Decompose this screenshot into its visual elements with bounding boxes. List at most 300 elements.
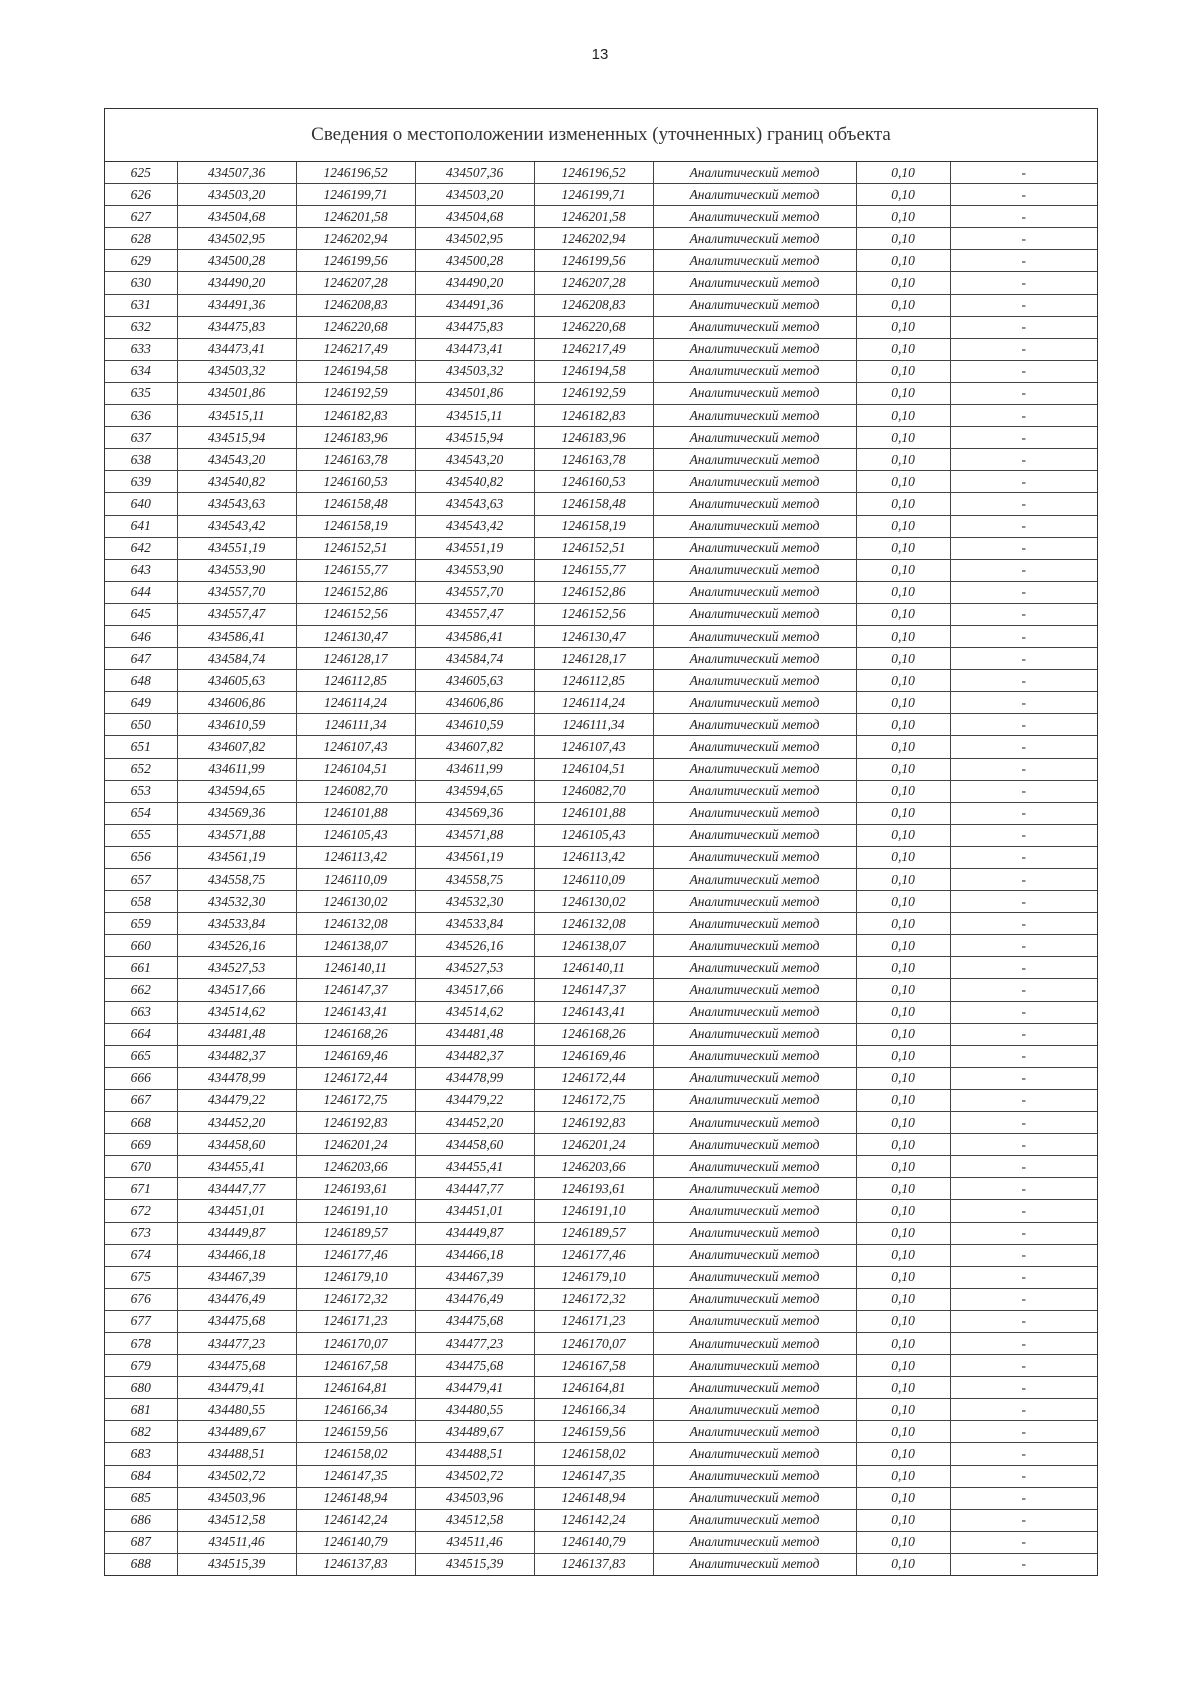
cell-point-number: 677 — [105, 1310, 177, 1332]
cell-y-new: 1246172,32 — [534, 1288, 653, 1310]
table-row — [105, 1465, 1097, 1487]
cell-y-old: 1246189,57 — [296, 1222, 415, 1244]
cell-x-old: 434543,20 — [177, 449, 296, 471]
cell-accuracy: 0,10 — [856, 1112, 950, 1134]
cell-point-number: 628 — [105, 228, 177, 250]
table-row — [105, 515, 1097, 537]
cell-note: - — [950, 625, 1097, 647]
table-row — [105, 714, 1097, 736]
cell-x-old: 434447,77 — [177, 1178, 296, 1200]
cell-y-old: 1246192,83 — [296, 1112, 415, 1134]
cell-x-old: 434512,58 — [177, 1509, 296, 1531]
table-row — [105, 1531, 1097, 1553]
cell-point-number: 655 — [105, 824, 177, 846]
cell-x-new: 434557,70 — [415, 581, 534, 603]
cell-y-old: 1246166,34 — [296, 1399, 415, 1421]
cell-y-old: 1246170,07 — [296, 1332, 415, 1354]
cell-method: Аналитический метод — [653, 1089, 856, 1111]
cell-accuracy: 0,10 — [856, 736, 950, 758]
cell-accuracy: 0,10 — [856, 1443, 950, 1465]
cell-y-old: 1246196,52 — [296, 162, 415, 184]
cell-method: Аналитический метод — [653, 913, 856, 935]
cell-y-old: 1246130,02 — [296, 891, 415, 913]
table-row — [105, 1222, 1097, 1244]
cell-x-old: 434490,20 — [177, 272, 296, 294]
cell-point-number: 686 — [105, 1509, 177, 1531]
cell-x-new: 434543,63 — [415, 493, 534, 515]
cell-accuracy: 0,10 — [856, 603, 950, 625]
cell-y-old: 1246163,78 — [296, 449, 415, 471]
cell-y-new: 1246101,88 — [534, 802, 653, 824]
cell-y-old: 1246201,58 — [296, 206, 415, 228]
cell-x-old: 434551,19 — [177, 537, 296, 559]
cell-point-number: 626 — [105, 184, 177, 206]
cell-note: - — [950, 1023, 1097, 1045]
cell-x-old: 434482,37 — [177, 1045, 296, 1067]
cell-point-number: 629 — [105, 250, 177, 272]
cell-point-number: 631 — [105, 294, 177, 316]
cell-y-old: 1246128,17 — [296, 648, 415, 670]
table-title: Сведения о местоположении измененных (уточненных) границ объекта — [105, 109, 1097, 162]
cell-note: - — [950, 206, 1097, 228]
table-row — [105, 272, 1097, 294]
cell-y-new: 1246183,96 — [534, 427, 653, 449]
table-row — [105, 802, 1097, 824]
cell-x-new: 434503,20 — [415, 184, 534, 206]
cell-note: - — [950, 1443, 1097, 1465]
cell-accuracy: 0,10 — [856, 824, 950, 846]
cell-method: Аналитический метод — [653, 184, 856, 206]
cell-x-new: 434452,20 — [415, 1112, 534, 1134]
cell-point-number: 646 — [105, 625, 177, 647]
cell-x-new: 434473,41 — [415, 338, 534, 360]
cell-point-number: 648 — [105, 670, 177, 692]
cell-accuracy: 0,10 — [856, 162, 950, 184]
cell-accuracy: 0,10 — [856, 427, 950, 449]
cell-x-old: 434607,82 — [177, 736, 296, 758]
cell-x-old: 434452,20 — [177, 1112, 296, 1134]
cell-x-old: 434586,41 — [177, 625, 296, 647]
cell-note: - — [950, 935, 1097, 957]
table-row — [105, 294, 1097, 316]
cell-x-old: 434532,30 — [177, 891, 296, 913]
table-row — [105, 1112, 1097, 1134]
cell-x-new: 434571,88 — [415, 824, 534, 846]
cell-method: Аналитический метод — [653, 1509, 856, 1531]
cell-x-old: 434543,63 — [177, 493, 296, 515]
cell-x-old: 434611,99 — [177, 758, 296, 780]
cell-method: Аналитический метод — [653, 228, 856, 250]
cell-x-new: 434611,99 — [415, 758, 534, 780]
cell-note: - — [950, 957, 1097, 979]
cell-note: - — [950, 427, 1097, 449]
cell-x-old: 434503,32 — [177, 360, 296, 382]
cell-y-old: 1246172,75 — [296, 1089, 415, 1111]
cell-note: - — [950, 1134, 1097, 1156]
cell-x-old: 434605,63 — [177, 670, 296, 692]
table-row — [105, 1509, 1097, 1531]
cell-accuracy: 0,10 — [856, 758, 950, 780]
cell-x-old: 434584,74 — [177, 648, 296, 670]
cell-y-new: 1246111,34 — [534, 714, 653, 736]
cell-x-new: 434532,30 — [415, 891, 534, 913]
cell-x-new: 434489,67 — [415, 1421, 534, 1443]
cell-note: - — [950, 250, 1097, 272]
table-row — [105, 1310, 1097, 1332]
cell-method: Аналитический метод — [653, 979, 856, 1001]
cell-x-new: 434527,53 — [415, 957, 534, 979]
cell-note: - — [950, 1001, 1097, 1023]
table-row — [105, 648, 1097, 670]
cell-point-number: 644 — [105, 581, 177, 603]
cell-accuracy: 0,10 — [856, 692, 950, 714]
cell-note: - — [950, 162, 1097, 184]
cell-method: Аналитический метод — [653, 449, 856, 471]
cell-x-old: 434571,88 — [177, 824, 296, 846]
cell-y-old: 1246171,23 — [296, 1310, 415, 1332]
cell-method: Аналитический метод — [653, 1001, 856, 1023]
cell-note: - — [950, 449, 1097, 471]
cell-note: - — [950, 316, 1097, 338]
cell-note: - — [950, 1421, 1097, 1443]
table-row — [105, 184, 1097, 206]
cell-method: Аналитический метод — [653, 758, 856, 780]
cell-accuracy: 0,10 — [856, 1023, 950, 1045]
cell-x-new: 434449,87 — [415, 1222, 534, 1244]
cell-point-number: 653 — [105, 780, 177, 802]
cell-accuracy: 0,10 — [856, 1200, 950, 1222]
cell-accuracy: 0,10 — [856, 802, 950, 824]
table-row — [105, 625, 1097, 647]
cell-x-new: 434451,01 — [415, 1200, 534, 1222]
cell-method: Аналитический метод — [653, 846, 856, 868]
table-row — [105, 316, 1097, 338]
cell-x-new: 434511,46 — [415, 1531, 534, 1553]
cell-y-new: 1246207,28 — [534, 272, 653, 294]
cell-x-old: 434455,41 — [177, 1156, 296, 1178]
cell-y-new: 1246114,24 — [534, 692, 653, 714]
table-row — [105, 603, 1097, 625]
table-row — [105, 1156, 1097, 1178]
cell-x-old: 434511,46 — [177, 1531, 296, 1553]
cell-method: Аналитический метод — [653, 780, 856, 802]
table-row — [105, 1553, 1097, 1575]
cell-accuracy: 0,10 — [856, 1531, 950, 1553]
cell-note: - — [950, 537, 1097, 559]
cell-x-new: 434458,60 — [415, 1134, 534, 1156]
cell-y-new: 1246217,49 — [534, 338, 653, 360]
cell-x-new: 434500,28 — [415, 250, 534, 272]
cell-y-new: 1246196,52 — [534, 162, 653, 184]
cell-point-number: 651 — [105, 736, 177, 758]
cell-note: - — [950, 228, 1097, 250]
cell-y-old: 1246112,85 — [296, 670, 415, 692]
cell-accuracy: 0,10 — [856, 1222, 950, 1244]
cell-method: Аналитический метод — [653, 427, 856, 449]
table-row — [105, 1244, 1097, 1266]
table-row — [105, 957, 1097, 979]
cell-y-old: 1246159,56 — [296, 1421, 415, 1443]
cell-note: - — [950, 692, 1097, 714]
cell-y-new: 1246168,26 — [534, 1023, 653, 1045]
cell-note: - — [950, 869, 1097, 891]
cell-x-new: 434540,82 — [415, 471, 534, 493]
cell-y-old: 1246220,68 — [296, 316, 415, 338]
cell-x-new: 434503,96 — [415, 1487, 534, 1509]
cell-x-new: 434606,86 — [415, 692, 534, 714]
cell-y-new: 1246199,71 — [534, 184, 653, 206]
cell-accuracy: 0,10 — [856, 471, 950, 493]
cell-method: Аналитический метод — [653, 1222, 856, 1244]
cell-method: Аналитический метод — [653, 1355, 856, 1377]
cell-accuracy: 0,10 — [856, 1067, 950, 1089]
table-row — [105, 382, 1097, 404]
cell-point-number: 663 — [105, 1001, 177, 1023]
cell-x-old: 434553,90 — [177, 559, 296, 581]
cell-point-number: 634 — [105, 360, 177, 382]
cell-x-old: 434475,68 — [177, 1310, 296, 1332]
cell-y-new: 1246110,09 — [534, 869, 653, 891]
cell-x-old: 434514,62 — [177, 1001, 296, 1023]
cell-method: Аналитический метод — [653, 603, 856, 625]
cell-note: - — [950, 714, 1097, 736]
cell-point-number: 671 — [105, 1178, 177, 1200]
cell-x-old: 434467,39 — [177, 1266, 296, 1288]
cell-note: - — [950, 1089, 1097, 1111]
cell-note: - — [950, 1112, 1097, 1134]
cell-y-new: 1246194,58 — [534, 360, 653, 382]
table-row — [105, 581, 1097, 603]
cell-point-number: 676 — [105, 1288, 177, 1310]
table-row — [105, 869, 1097, 891]
cell-method: Аналитический метод — [653, 537, 856, 559]
cell-accuracy: 0,10 — [856, 913, 950, 935]
cell-x-new: 434475,83 — [415, 316, 534, 338]
cell-y-new: 1246140,79 — [534, 1531, 653, 1553]
cell-x-new: 434586,41 — [415, 625, 534, 647]
cell-y-old: 1246138,07 — [296, 935, 415, 957]
cell-y-new: 1246182,83 — [534, 405, 653, 427]
cell-method: Аналитический метод — [653, 648, 856, 670]
cell-x-new: 434594,65 — [415, 780, 534, 802]
cell-x-new: 434515,94 — [415, 427, 534, 449]
cell-x-old: 434610,59 — [177, 714, 296, 736]
table-row — [105, 1443, 1097, 1465]
cell-y-old: 1246199,71 — [296, 184, 415, 206]
cell-point-number: 682 — [105, 1421, 177, 1443]
table-row — [105, 736, 1097, 758]
cell-method: Аналитический метод — [653, 802, 856, 824]
cell-point-number: 684 — [105, 1465, 177, 1487]
cell-x-new: 434584,74 — [415, 648, 534, 670]
cell-y-old: 1246110,09 — [296, 869, 415, 891]
cell-accuracy: 0,10 — [856, 515, 950, 537]
cell-y-old: 1246191,10 — [296, 1200, 415, 1222]
cell-x-new: 434512,58 — [415, 1509, 534, 1531]
cell-x-old: 434451,01 — [177, 1200, 296, 1222]
cell-x-new: 434479,22 — [415, 1089, 534, 1111]
cell-accuracy: 0,10 — [856, 1089, 950, 1111]
cell-x-new: 434482,37 — [415, 1045, 534, 1067]
cell-x-old: 434479,22 — [177, 1089, 296, 1111]
cell-x-new: 434479,41 — [415, 1377, 534, 1399]
cell-y-new: 1246132,08 — [534, 913, 653, 935]
cell-method: Аналитический метод — [653, 1178, 856, 1200]
cell-point-number: 640 — [105, 493, 177, 515]
cell-point-number: 664 — [105, 1023, 177, 1045]
cell-x-old: 434558,75 — [177, 869, 296, 891]
cell-point-number: 666 — [105, 1067, 177, 1089]
cell-point-number: 635 — [105, 382, 177, 404]
cell-y-old: 1246158,48 — [296, 493, 415, 515]
cell-accuracy: 0,10 — [856, 625, 950, 647]
cell-accuracy: 0,10 — [856, 206, 950, 228]
cell-y-new: 1246113,42 — [534, 846, 653, 868]
cell-point-number: 637 — [105, 427, 177, 449]
cell-method: Аналитический метод — [653, 1023, 856, 1045]
cell-note: - — [950, 1509, 1097, 1531]
cell-x-old: 434480,55 — [177, 1399, 296, 1421]
cell-note: - — [950, 1067, 1097, 1089]
cell-note: - — [950, 1178, 1097, 1200]
cell-y-old: 1246172,44 — [296, 1067, 415, 1089]
cell-point-number: 680 — [105, 1377, 177, 1399]
cell-x-old: 434491,36 — [177, 294, 296, 316]
cell-y-new: 1246158,19 — [534, 515, 653, 537]
cell-point-number: 672 — [105, 1200, 177, 1222]
table-row — [105, 471, 1097, 493]
cell-y-new: 1246158,48 — [534, 493, 653, 515]
cell-y-old: 1246164,81 — [296, 1377, 415, 1399]
cell-point-number: 656 — [105, 846, 177, 868]
cell-x-new: 434447,77 — [415, 1178, 534, 1200]
cell-y-new: 1246147,37 — [534, 979, 653, 1001]
table-row — [105, 1200, 1097, 1222]
cell-point-number: 641 — [105, 515, 177, 537]
cell-accuracy: 0,10 — [856, 935, 950, 957]
cell-y-new: 1246203,66 — [534, 1156, 653, 1178]
table-row — [105, 1134, 1097, 1156]
table-row — [105, 824, 1097, 846]
table-row — [105, 1089, 1097, 1111]
cell-y-new: 1246192,83 — [534, 1112, 653, 1134]
cell-x-new: 434480,55 — [415, 1399, 534, 1421]
cell-point-number: 645 — [105, 603, 177, 625]
cell-x-new: 434551,19 — [415, 537, 534, 559]
cell-method: Аналитический метод — [653, 162, 856, 184]
cell-x-new: 434607,82 — [415, 736, 534, 758]
cell-method: Аналитический метод — [653, 294, 856, 316]
cell-y-old: 1246179,10 — [296, 1266, 415, 1288]
cell-note: - — [950, 1156, 1097, 1178]
cell-note: - — [950, 294, 1097, 316]
cell-accuracy: 0,10 — [856, 1288, 950, 1310]
cell-y-old: 1246114,24 — [296, 692, 415, 714]
cell-accuracy: 0,10 — [856, 670, 950, 692]
cell-x-new: 434502,72 — [415, 1465, 534, 1487]
table-row — [105, 228, 1097, 250]
cell-y-new: 1246148,94 — [534, 1487, 653, 1509]
cell-x-new: 434501,86 — [415, 382, 534, 404]
cell-accuracy: 0,10 — [856, 382, 950, 404]
cell-y-old: 1246201,24 — [296, 1134, 415, 1156]
cell-y-new: 1246166,34 — [534, 1399, 653, 1421]
cell-y-old: 1246107,43 — [296, 736, 415, 758]
cell-method: Аналитический метод — [653, 1112, 856, 1134]
cell-accuracy: 0,10 — [856, 1377, 950, 1399]
cell-y-old: 1246168,26 — [296, 1023, 415, 1045]
cell-method: Аналитический метод — [653, 206, 856, 228]
cell-note: - — [950, 1399, 1097, 1421]
cell-method: Аналитический метод — [653, 891, 856, 913]
cell-y-new: 1246170,07 — [534, 1332, 653, 1354]
coordinates-table — [105, 162, 1097, 1575]
cell-note: - — [950, 824, 1097, 846]
cell-note: - — [950, 581, 1097, 603]
cell-point-number: 662 — [105, 979, 177, 1001]
cell-method: Аналитический метод — [653, 1156, 856, 1178]
cell-note: - — [950, 1332, 1097, 1354]
table-row — [105, 780, 1097, 802]
table-row — [105, 1023, 1097, 1045]
cell-x-new: 434477,23 — [415, 1332, 534, 1354]
cell-point-number: 687 — [105, 1531, 177, 1553]
cell-x-old: 434449,87 — [177, 1222, 296, 1244]
cell-x-old: 434488,51 — [177, 1443, 296, 1465]
table-row — [105, 891, 1097, 913]
table-row — [105, 1399, 1097, 1421]
cell-point-number: 639 — [105, 471, 177, 493]
cell-x-new: 434558,75 — [415, 869, 534, 891]
cell-y-new: 1246208,83 — [534, 294, 653, 316]
cell-y-new: 1246192,59 — [534, 382, 653, 404]
cell-y-old: 1246172,32 — [296, 1288, 415, 1310]
cell-accuracy: 0,10 — [856, 1244, 950, 1266]
cell-note: - — [950, 802, 1097, 824]
cell-accuracy: 0,10 — [856, 1399, 950, 1421]
cell-x-old: 434503,20 — [177, 184, 296, 206]
cell-accuracy: 0,10 — [856, 338, 950, 360]
cell-method: Аналитический метод — [653, 493, 856, 515]
cell-y-old: 1246130,47 — [296, 625, 415, 647]
cell-method: Аналитический метод — [653, 670, 856, 692]
cell-accuracy: 0,10 — [856, 1134, 950, 1156]
cell-method: Аналитический метод — [653, 1067, 856, 1089]
cell-y-new: 1246199,56 — [534, 250, 653, 272]
cell-y-new: 1246147,35 — [534, 1465, 653, 1487]
cell-note: - — [950, 780, 1097, 802]
cell-y-new: 1246220,68 — [534, 316, 653, 338]
cell-x-new: 434475,68 — [415, 1355, 534, 1377]
cell-note: - — [950, 1310, 1097, 1332]
cell-y-old: 1246202,94 — [296, 228, 415, 250]
table-row — [105, 846, 1097, 868]
cell-accuracy: 0,10 — [856, 581, 950, 603]
table-row — [105, 1355, 1097, 1377]
table-row — [105, 670, 1097, 692]
cell-y-new: 1246202,94 — [534, 228, 653, 250]
cell-accuracy: 0,10 — [856, 1465, 950, 1487]
cell-accuracy: 0,10 — [856, 316, 950, 338]
cell-x-old: 434515,39 — [177, 1553, 296, 1575]
cell-y-old: 1246082,70 — [296, 780, 415, 802]
cell-method: Аналитический метод — [653, 250, 856, 272]
cell-y-new: 1246155,77 — [534, 559, 653, 581]
cell-note: - — [950, 1553, 1097, 1575]
cell-accuracy: 0,10 — [856, 294, 950, 316]
cell-y-old: 1246152,56 — [296, 603, 415, 625]
cell-method: Аналитический метод — [653, 869, 856, 891]
